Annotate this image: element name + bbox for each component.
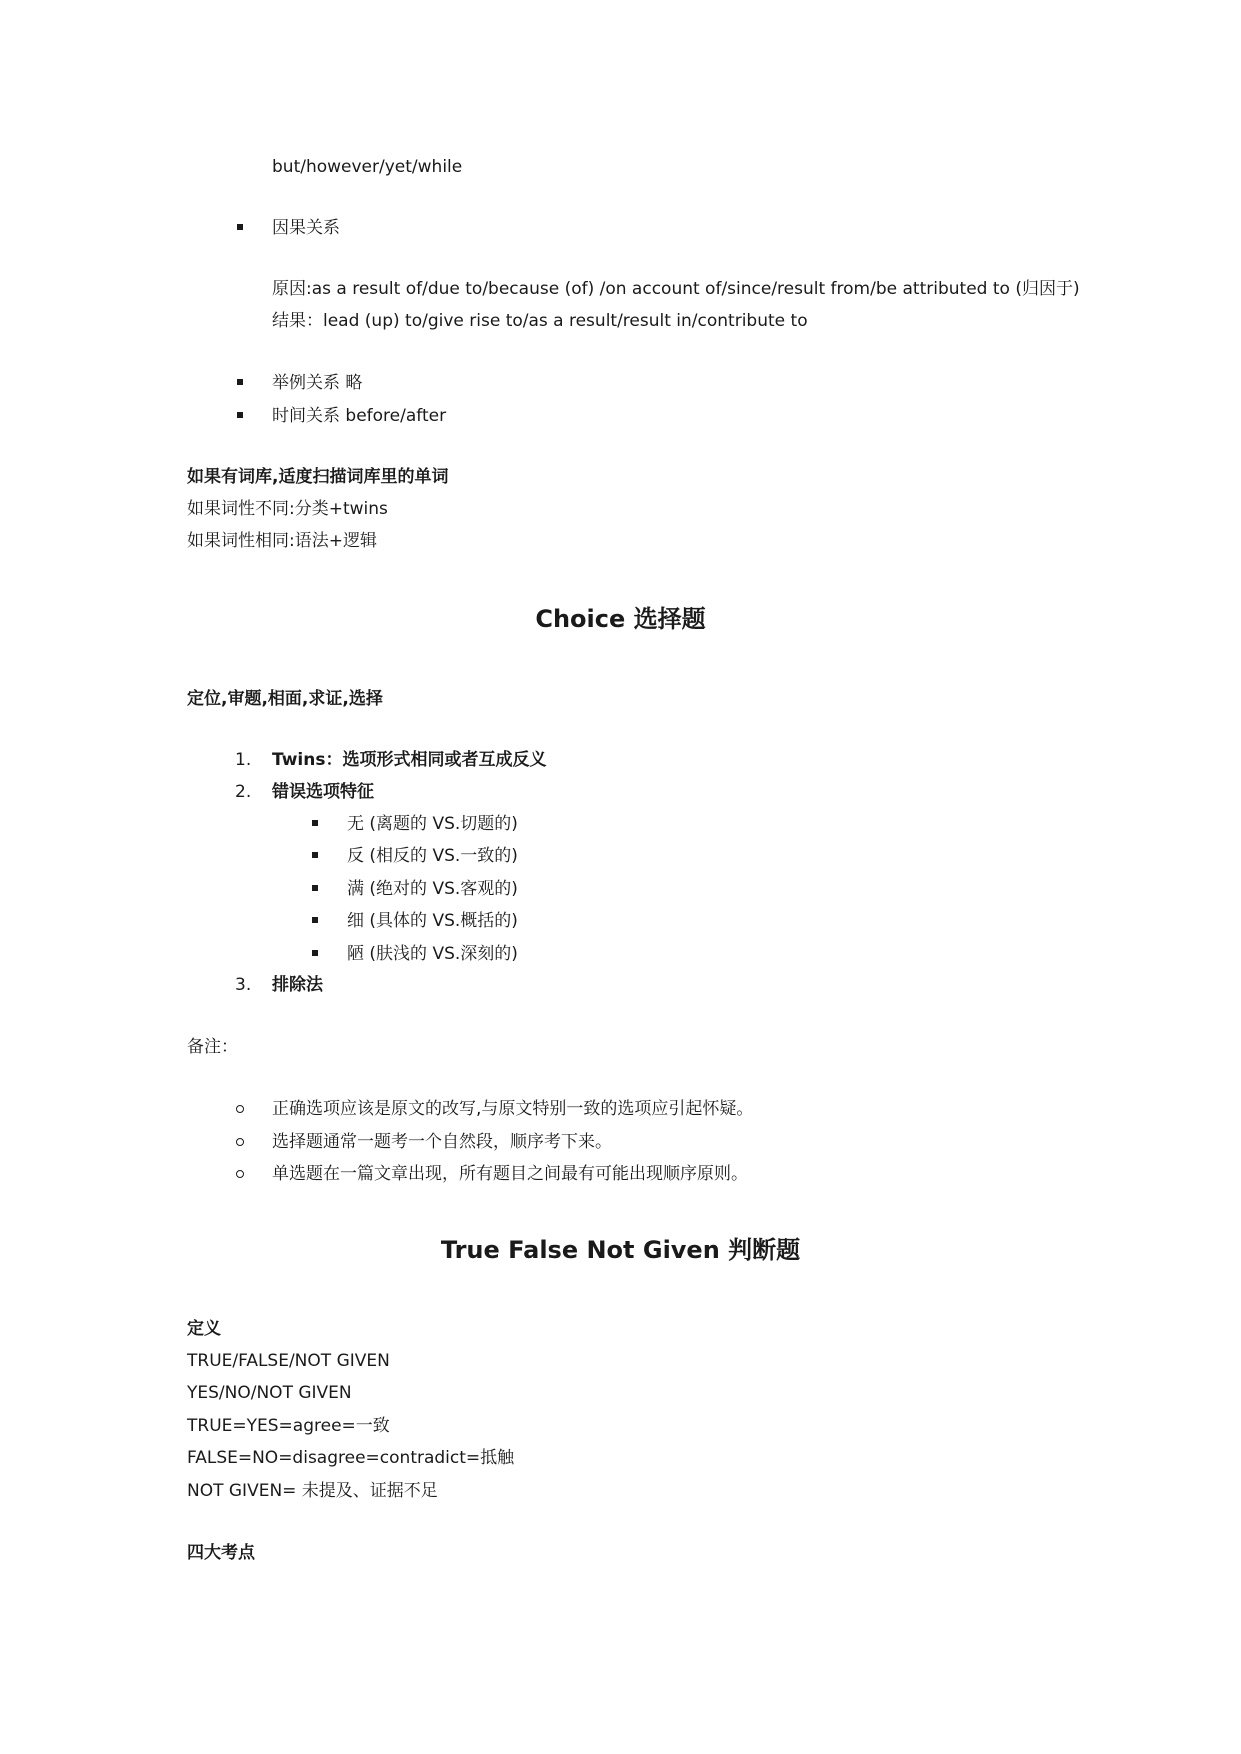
effect-line: 结果：lead (up) to/give rise to/as a result/result in/contribute to	[272, 311, 808, 331]
bullet-square	[237, 412, 243, 418]
definition-line: NOT GIVEN= 未提及、证据不足	[187, 1481, 438, 1501]
note-label: 备注：	[187, 1037, 238, 1057]
bullet-circle	[236, 1105, 244, 1113]
tfng-title: True False Not Given 判断题	[440, 1236, 801, 1264]
bullet-square	[237, 379, 243, 385]
bullet-square	[237, 224, 243, 230]
wrong-feature-item: 无 (离题的 VS.切题的)	[347, 814, 518, 834]
bullet-square	[312, 852, 318, 858]
bullet-circle	[236, 1138, 244, 1146]
contrast-words: but/however/yet/while	[272, 157, 463, 177]
choice-steps: 定位,审题,相面,求证,选择	[187, 689, 383, 709]
cause-effect-label: 因果关系	[272, 218, 340, 238]
wrong-feature-item: 满 (绝对的 VS.客观的)	[347, 879, 518, 899]
bullet-square	[312, 885, 318, 891]
wordbank-diff-pos: 如果词性不同:分类+twins	[187, 499, 388, 519]
definition-heading: 定义	[187, 1319, 221, 1339]
cause-line: 原因:as a result of/due to/because (of) /on account of/since/result from/be attributed to (归因于)	[272, 279, 1080, 299]
definition-line: TRUE=YES=agree=一致	[187, 1416, 390, 1436]
list-number: 2.	[235, 782, 252, 802]
example-label: 举例关系 略	[272, 373, 363, 393]
wrong-feature-item: 细 (具体的 VS.概括的)	[347, 911, 518, 931]
wrong-feature-item: 反 (相反的 VS.一致的)	[347, 846, 518, 866]
list-number: 3.	[235, 975, 252, 995]
choice-item-elimination: 排除法	[272, 975, 323, 995]
choice-item-wrong-features: 错误选项特征	[272, 782, 374, 802]
choice-title: Choice 选择题	[535, 605, 706, 633]
bullet-square	[312, 820, 318, 826]
bullet-square	[312, 917, 318, 923]
definition-line: TRUE/FALSE/NOT GIVEN	[187, 1351, 390, 1371]
bullet-square	[312, 950, 318, 956]
definition-line: YES/NO/NOT GIVEN	[187, 1383, 352, 1403]
definition-line: FALSE=NO=disagree=contradict=抵触	[187, 1448, 515, 1468]
bullet-circle	[236, 1170, 244, 1178]
note-item: 单选题在一篇文章出现，所有题目之间最有可能出现顺序原则。	[272, 1164, 748, 1184]
list-number: 1.	[235, 750, 252, 770]
choice-item-twins: Twins：选项形式相同或者互成反义	[272, 750, 547, 770]
wrong-feature-item: 陋 (肤浅的 VS.深刻的)	[347, 944, 518, 964]
time-label: 时间关系 before/after	[272, 406, 447, 426]
note-item: 正确选项应该是原文的改写,与原文特别一致的选项应引起怀疑。	[272, 1099, 754, 1119]
four-points-heading: 四大考点	[187, 1543, 255, 1563]
note-item: 选择题通常一题考一个自然段，顺序考下来。	[272, 1132, 612, 1152]
wordbank-heading: 如果有词库,适度扫描词库里的单词	[187, 467, 449, 487]
wordbank-same-pos: 如果词性相同:语法+逻辑	[187, 531, 377, 551]
